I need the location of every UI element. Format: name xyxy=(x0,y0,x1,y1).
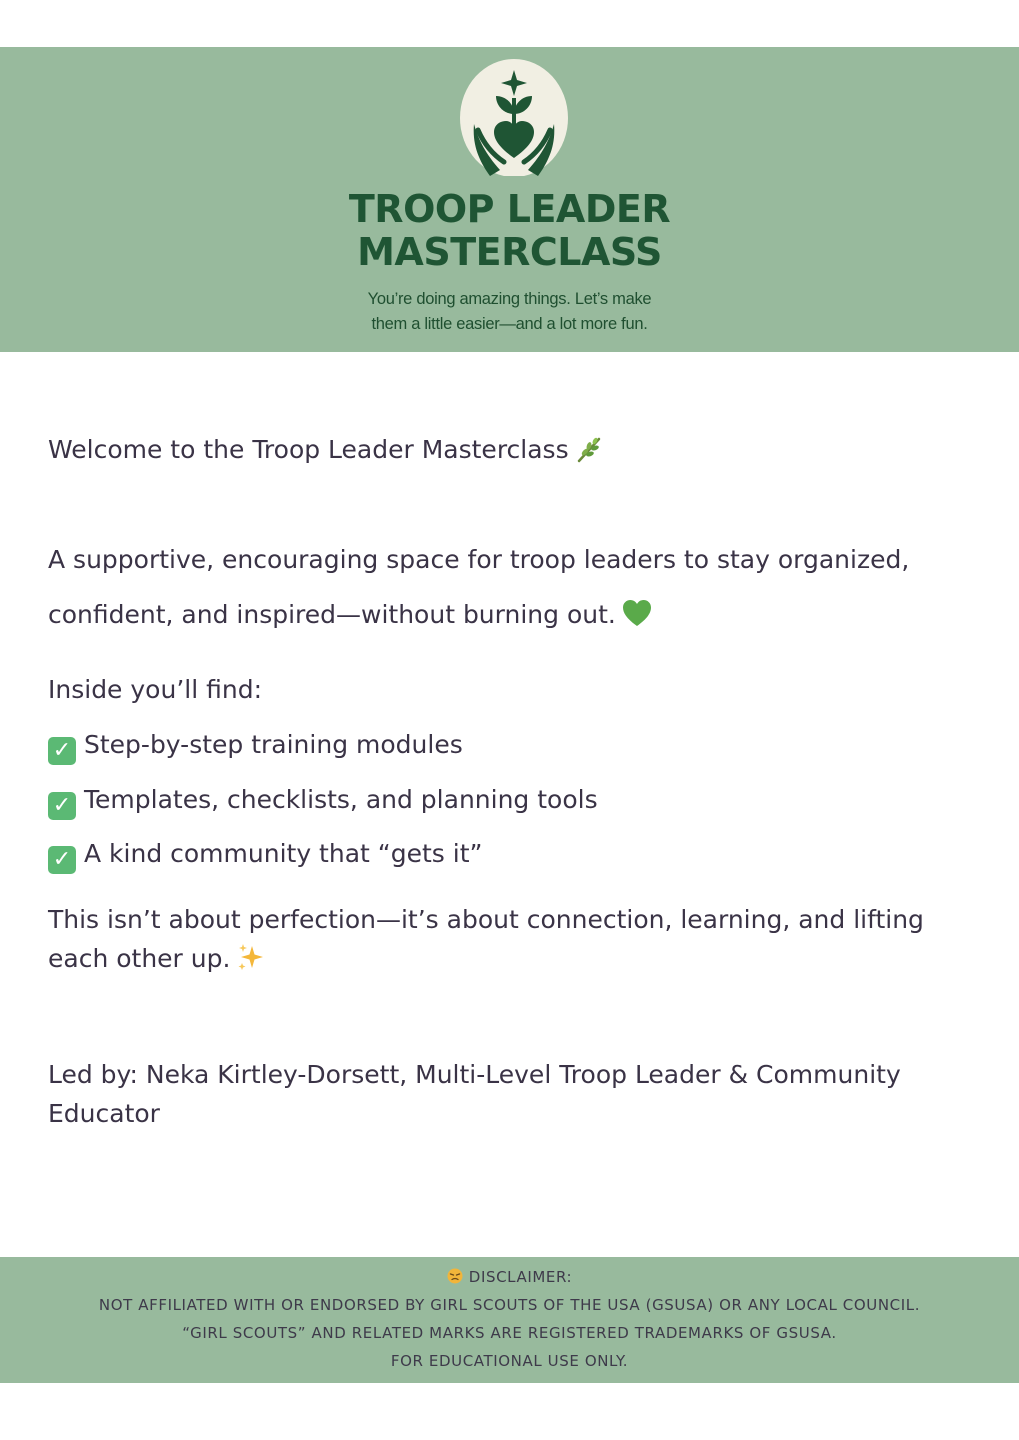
green-heart-icon xyxy=(622,599,652,627)
tagline-line2: them a little easier—and a lot more fun. xyxy=(371,315,648,333)
list-item-label: Templates, checklists, and planning tools xyxy=(84,785,598,814)
intro-line1: A supportive, encouraging space for troop leaders to stay organized, xyxy=(48,545,910,574)
led-by-line2: Educator xyxy=(48,1099,160,1128)
hands-heart-plant-logo-icon xyxy=(460,58,568,176)
welcome-text: Welcome to the Troop Leader Masterclass xyxy=(48,435,569,464)
list-item xyxy=(48,834,978,874)
check-box-icon: ✓ xyxy=(48,792,76,820)
list-item-label: Step-by-step training modules xyxy=(84,730,463,759)
closing-line2 xyxy=(48,939,978,978)
disclaimer-line1: NOT AFFILIATED WITH OR ENDORSED BY GIRL SCOUTS OF THE USA (GSUSA) OR ANY LOCAL COUNCIL. xyxy=(98,1296,921,1314)
brand-title-line1: TROOP LEADER xyxy=(348,187,671,231)
closing-line2-text: each other up. xyxy=(48,944,231,973)
inside-heading: Inside you’ll find: xyxy=(48,675,262,704)
list-item xyxy=(48,725,978,765)
brand-title-line2: MASTERCLASS xyxy=(357,230,662,274)
herb-leaf-icon xyxy=(575,435,603,463)
disclaimer-label-line xyxy=(0,1267,1019,1287)
sparkles-icon xyxy=(236,942,266,972)
tagline-line1: You’re doing amazing things. Let’s make xyxy=(367,290,652,308)
disclaimer-label: DISCLAIMER: xyxy=(468,1268,573,1286)
welcome-heading xyxy=(48,430,978,469)
closing-line1: This isn’t about perfection—it’s about connection, learning, and lifting xyxy=(48,905,924,934)
check-box-icon: ✓ xyxy=(48,846,76,874)
disclaimer-line2: “GIRL SCOUTS” AND RELATED MARKS ARE REGISTERED TRADEMARKS OF GSUSA. xyxy=(182,1324,837,1342)
led-by-line1: Led by: Neka Kirtley-Dorsett, Multi-Level Troop Leader & Community xyxy=(48,1060,901,1089)
list-item-label: A kind community that “gets it” xyxy=(84,839,483,868)
list-item xyxy=(48,780,978,820)
intro-line2-text: confident, and inspired—without burning out. xyxy=(48,600,616,629)
disclaimer-line3: FOR EDUCATIONAL USE ONLY. xyxy=(390,1352,629,1370)
check-box-icon: ✓ xyxy=(48,737,76,765)
warning-face-icon xyxy=(447,1268,463,1284)
intro-line2 xyxy=(48,595,978,634)
